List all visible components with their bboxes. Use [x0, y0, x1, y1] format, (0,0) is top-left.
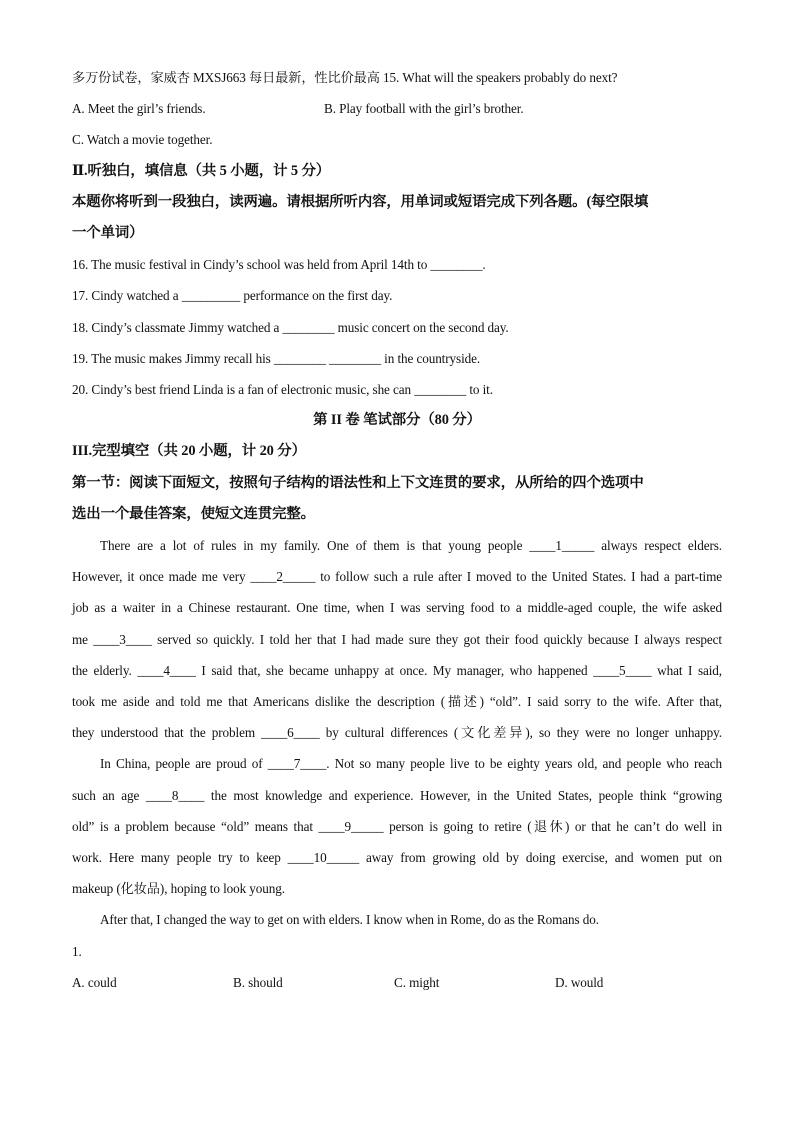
- section2-instruction-1: 本题你将听到一段独白，读两遍。请根据所听内容，用单词或短语完成下列各题。(每空限填: [72, 193, 649, 210]
- q1-option-b: B. should: [233, 974, 283, 990]
- part2-title: 第 II 卷 笔试部分（80 分）: [313, 412, 481, 429]
- q1-option-d: D. would: [555, 974, 604, 990]
- q1-option-a: A. could: [72, 974, 117, 990]
- passage-p2-line-1: In China, people are proud of ____7____. Not so many people live to be eighty years old, and people who reach: [100, 756, 722, 772]
- section3-instruction-2: 选出一个最佳答案，使短文连贯完整。: [72, 505, 315, 522]
- section2-instruction-2: 一个单词）: [72, 225, 144, 242]
- section3-instruction-1: 第一节：阅读下面短文，按照句子结构的语法性和上下文连贯的要求，从所给的四个选项中: [72, 474, 644, 491]
- header-line: 多万份试卷，家威杏 MXSJ663 每日最新，性比价最高 15. What will the speakers probably do next?: [72, 70, 618, 85]
- passage-p1-line-5: the elderly. ____4____ I said that, she became unhappy at once. My manager, who happened ____5____ what I said,: [72, 662, 722, 678]
- question-20: 20. Cindy’s best friend Linda is a fan of electronic music, she can ________ to it.: [72, 382, 493, 398]
- question-17: 17. Cindy watched a _________ performance on the first day.: [72, 288, 393, 304]
- question-16: 16. The music festival in Cindy’s school was held from April 14th to ________.: [72, 257, 486, 273]
- passage-p2-line-5: makeup (化妆品), hoping to look young.: [72, 881, 285, 897]
- passage-p1-line-1: There are a lot of rules in my family. One of them is that young people ____1_____ always respect elders.: [100, 538, 722, 554]
- passage-p2-line-4: work. Here many people try to keep ____10_____ away from growing old by doing exercise, and women put on: [72, 850, 722, 866]
- section2-title: Ⅱ.听独白，填信息（共 5 小题，计 5 分）: [72, 162, 331, 179]
- q15-option-b: B. Play football with the girl’s brother.: [324, 101, 524, 117]
- passage-p2-line-2: such an age ____8____ the most knowledge and experience. However, in the United States, people think “growing: [72, 787, 722, 803]
- q1-options-row: [72, 967, 722, 998]
- passage-p1-line-3: job as a waiter in a Chinese restaurant. One time, when I was serving food to a middle-aged couple, the wife asked: [72, 600, 722, 616]
- q1-option-c: C. might: [394, 974, 440, 990]
- question-18: 18. Cindy’s classmate Jimmy watched a ________ music concert on the second day.: [72, 319, 509, 335]
- passage-p2-line-3: old” is a problem because “old” means that ____9_____ person is going to retire (退休) or that he can’t do well in: [72, 818, 722, 834]
- q15-option-a: A. Meet the girl’s friends.: [72, 101, 206, 117]
- passage-p1-line-2: However, it once made me very ____2_____ to follow such a rule after I moved to the United States. I had a part-time: [72, 569, 722, 585]
- section3-title: III.完型填空（共 20 小题，计 20 分）: [72, 443, 306, 460]
- passage-p1-line-6: took me aside and told me that Americans dislike the description (描述) “old”. I said sorry to the wife. After that,: [72, 694, 722, 710]
- document-page: [72, 62, 722, 998]
- q1-number: 1.: [72, 943, 82, 959]
- passage-p1-line-4: me ____3____ served so quickly. I told her that I had made sure they got their food quickly because I always respect: [72, 631, 722, 647]
- question-19: 19. The music makes Jimmy recall his ________ ________ in the countryside.: [72, 350, 481, 366]
- q15-option-c: C. Watch a movie together.: [72, 132, 213, 148]
- passage-p1-line-7: they understood that the problem ____6____ by cultural differences (文化差异), so they were no longer unhappy.: [72, 725, 722, 741]
- q15-options-row-1: [72, 93, 722, 124]
- passage-p3: After that, I changed the way to get on with elders. I know when in Rome, do as the Romans do.: [100, 912, 599, 928]
